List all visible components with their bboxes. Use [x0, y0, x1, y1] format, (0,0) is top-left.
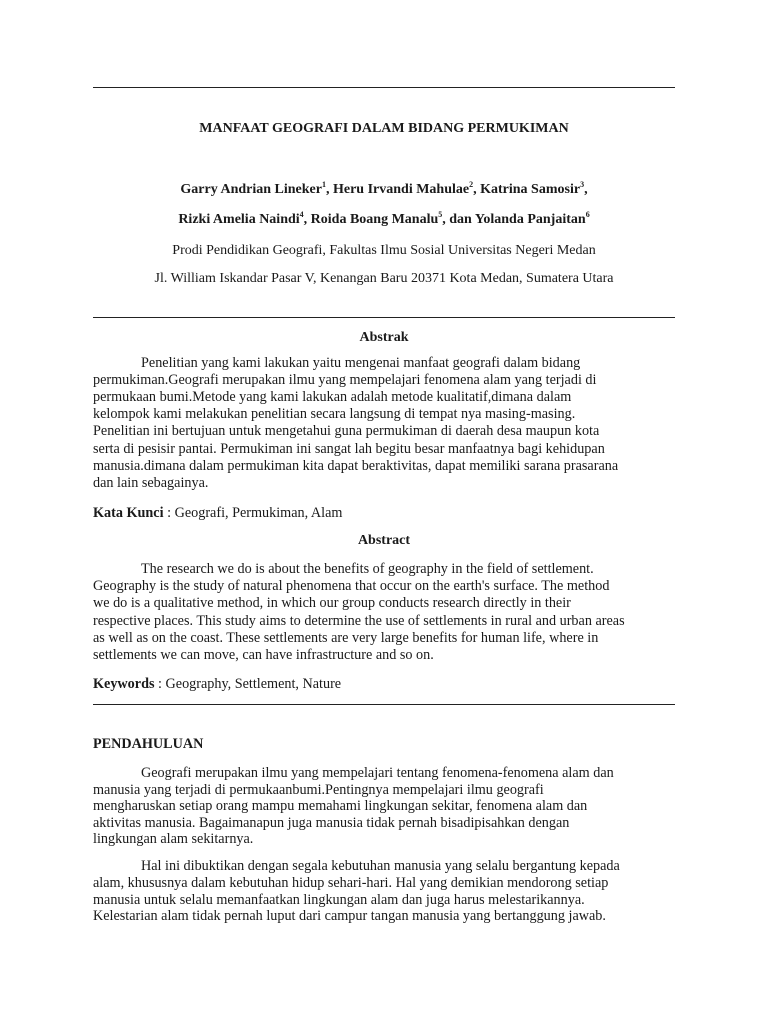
- top-rule: [93, 87, 675, 88]
- paragraph-line: manusia untuk selalu memanfaatkan lingkungan alam dan juga harus melestarikannya.: [93, 891, 585, 908]
- paragraph-line: Kelestarian alam tidak pernah luput dari campur tangan manusia yang bertanggung jawab.: [93, 908, 606, 925]
- paragraph-line: permukaan bumi.Metode yang kami lakukan adalah metode kualitatif,dimana dalam: [93, 389, 572, 406]
- author-affiliation-number: 2: [469, 180, 474, 189]
- paragraph-line: kelompok kami melakukan penelitian secara langsung di tempat nya masing-masing.: [93, 406, 576, 423]
- paragraph-line: alam, khususnya dalam kebutuhan hidup sehari-hari. Hal yang demikian mendorong setiap: [93, 874, 609, 891]
- paragraph-line: The research we do is about the benefits of geography in the field of settlement.: [141, 561, 594, 577]
- author-name: Roida Boang Manalu: [310, 212, 439, 227]
- divider-rule: [93, 317, 675, 318]
- author-separator: ,: [473, 182, 481, 197]
- paragraph-line: aktivitas manusia. Bagaimanapun juga manusia tidak pernah bisadipisahkan dengan: [93, 814, 570, 831]
- divider-rule-2: [93, 704, 675, 705]
- paragraph-line: lingkungan alam sekitarnya.: [93, 831, 254, 848]
- author-name: Katrina Samosir: [480, 182, 581, 197]
- paragraph-line: permukiman.Geografi merupakan ilmu yang mempelajari fenomena alam yang terjadi di: [93, 372, 597, 389]
- author-separator: ,: [325, 182, 333, 197]
- paragraph-line: Penelitian ini bertujuan untuk mengetahui guna permukiman di daerah desa maupun kota: [93, 423, 600, 440]
- paragraph-line: Hal ini dibuktikan dengan segala kebutuhan manusia yang selalu bergantung kepada: [141, 858, 620, 874]
- paper-title: MANFAAT GEOGRAFI DALAM BIDANG PERMUKIMAN: [199, 121, 569, 136]
- keywords: [93, 676, 341, 693]
- address: Jl. William Iskandar Pasar V, Kenangan Baru 20371 Kota Medan, Sumatera Utara: [154, 271, 614, 286]
- keywords-values: : Geography, Settlement, Nature: [154, 676, 342, 692]
- author-affiliation-number: 5: [438, 210, 443, 219]
- kata-kunci: [93, 505, 342, 522]
- author-name: dan Yolanda Panjaitan: [449, 212, 586, 227]
- paragraph-line: Geografi merupakan ilmu yang mempelajari tentang fenomena-fenomena alam dan: [141, 765, 614, 781]
- paragraph-line: Penelitian yang kami lakukan yaitu mengenai manfaat geografi dalam bidang: [141, 355, 581, 371]
- paragraph-line: respective places. This study aims to determine the use of settlements in rural and urban areas: [93, 612, 625, 629]
- author-name: Rizki Amelia Naindi: [178, 212, 300, 227]
- keywords-label: Keywords: [93, 676, 155, 692]
- paragraph-line: settlements we can move, can have infrastructure and so on.: [93, 647, 434, 663]
- affiliation: Prodi Pendidikan Geografi, Fakultas Ilmu Sosial Universitas Negeri Medan: [172, 243, 596, 258]
- paragraph-line: mengharuskan setiap orang mampu memahami lingkungan sekitar, fenomena alam dan: [93, 798, 588, 815]
- author-affiliation-number: 3: [580, 180, 585, 189]
- author-name: Heru Irvandi Mahulae: [332, 182, 470, 197]
- paragraph-line: as well as on the coast. These settlements are very large benefits for human life, where in: [93, 629, 599, 646]
- paragraph-line: manusia yang terjadi di permukaanbumi.Pentingnya mempelajari ilmu geografi: [93, 781, 544, 798]
- abstract-heading: Abstract: [357, 533, 411, 548]
- paragraph-line: manusia.dimana dalam permukiman kita dapat beraktivitas, dapat memiliki sarana prasarana: [93, 457, 619, 474]
- author-separator: ,: [442, 212, 450, 227]
- author-affiliation-number: 4: [299, 210, 304, 219]
- paragraph-line: Geography is the study of natural phenomena that occur on the earth's surface. The method: [93, 578, 610, 595]
- kata-kunci-values: : Geografi, Permukiman, Alam: [163, 505, 343, 521]
- authors-line-1: [93, 182, 675, 198]
- authors-line-2: [93, 212, 675, 228]
- paragraph-line: dan lain sebagainya.: [93, 474, 209, 491]
- author-affiliation-number: 6: [585, 210, 590, 219]
- kata-kunci-label: Kata Kunci: [93, 505, 164, 521]
- author-separator: ,: [584, 182, 588, 197]
- author-affiliation-number: 1: [321, 180, 326, 189]
- author-name: Garry Andrian Lineker: [180, 182, 322, 197]
- pendahuluan-heading: PENDAHULUAN: [93, 736, 204, 752]
- paragraph-line: serta di pesisir pantai. Permukiman ini sangat lah begitu besar manfaatnya bagi kehidupan: [93, 440, 605, 457]
- author-separator: ,: [303, 212, 311, 227]
- paragraph-line: we do is a qualitative method, in which our group conducts research directly in their: [93, 595, 571, 612]
- abstrak-heading: Abstrak: [359, 330, 409, 345]
